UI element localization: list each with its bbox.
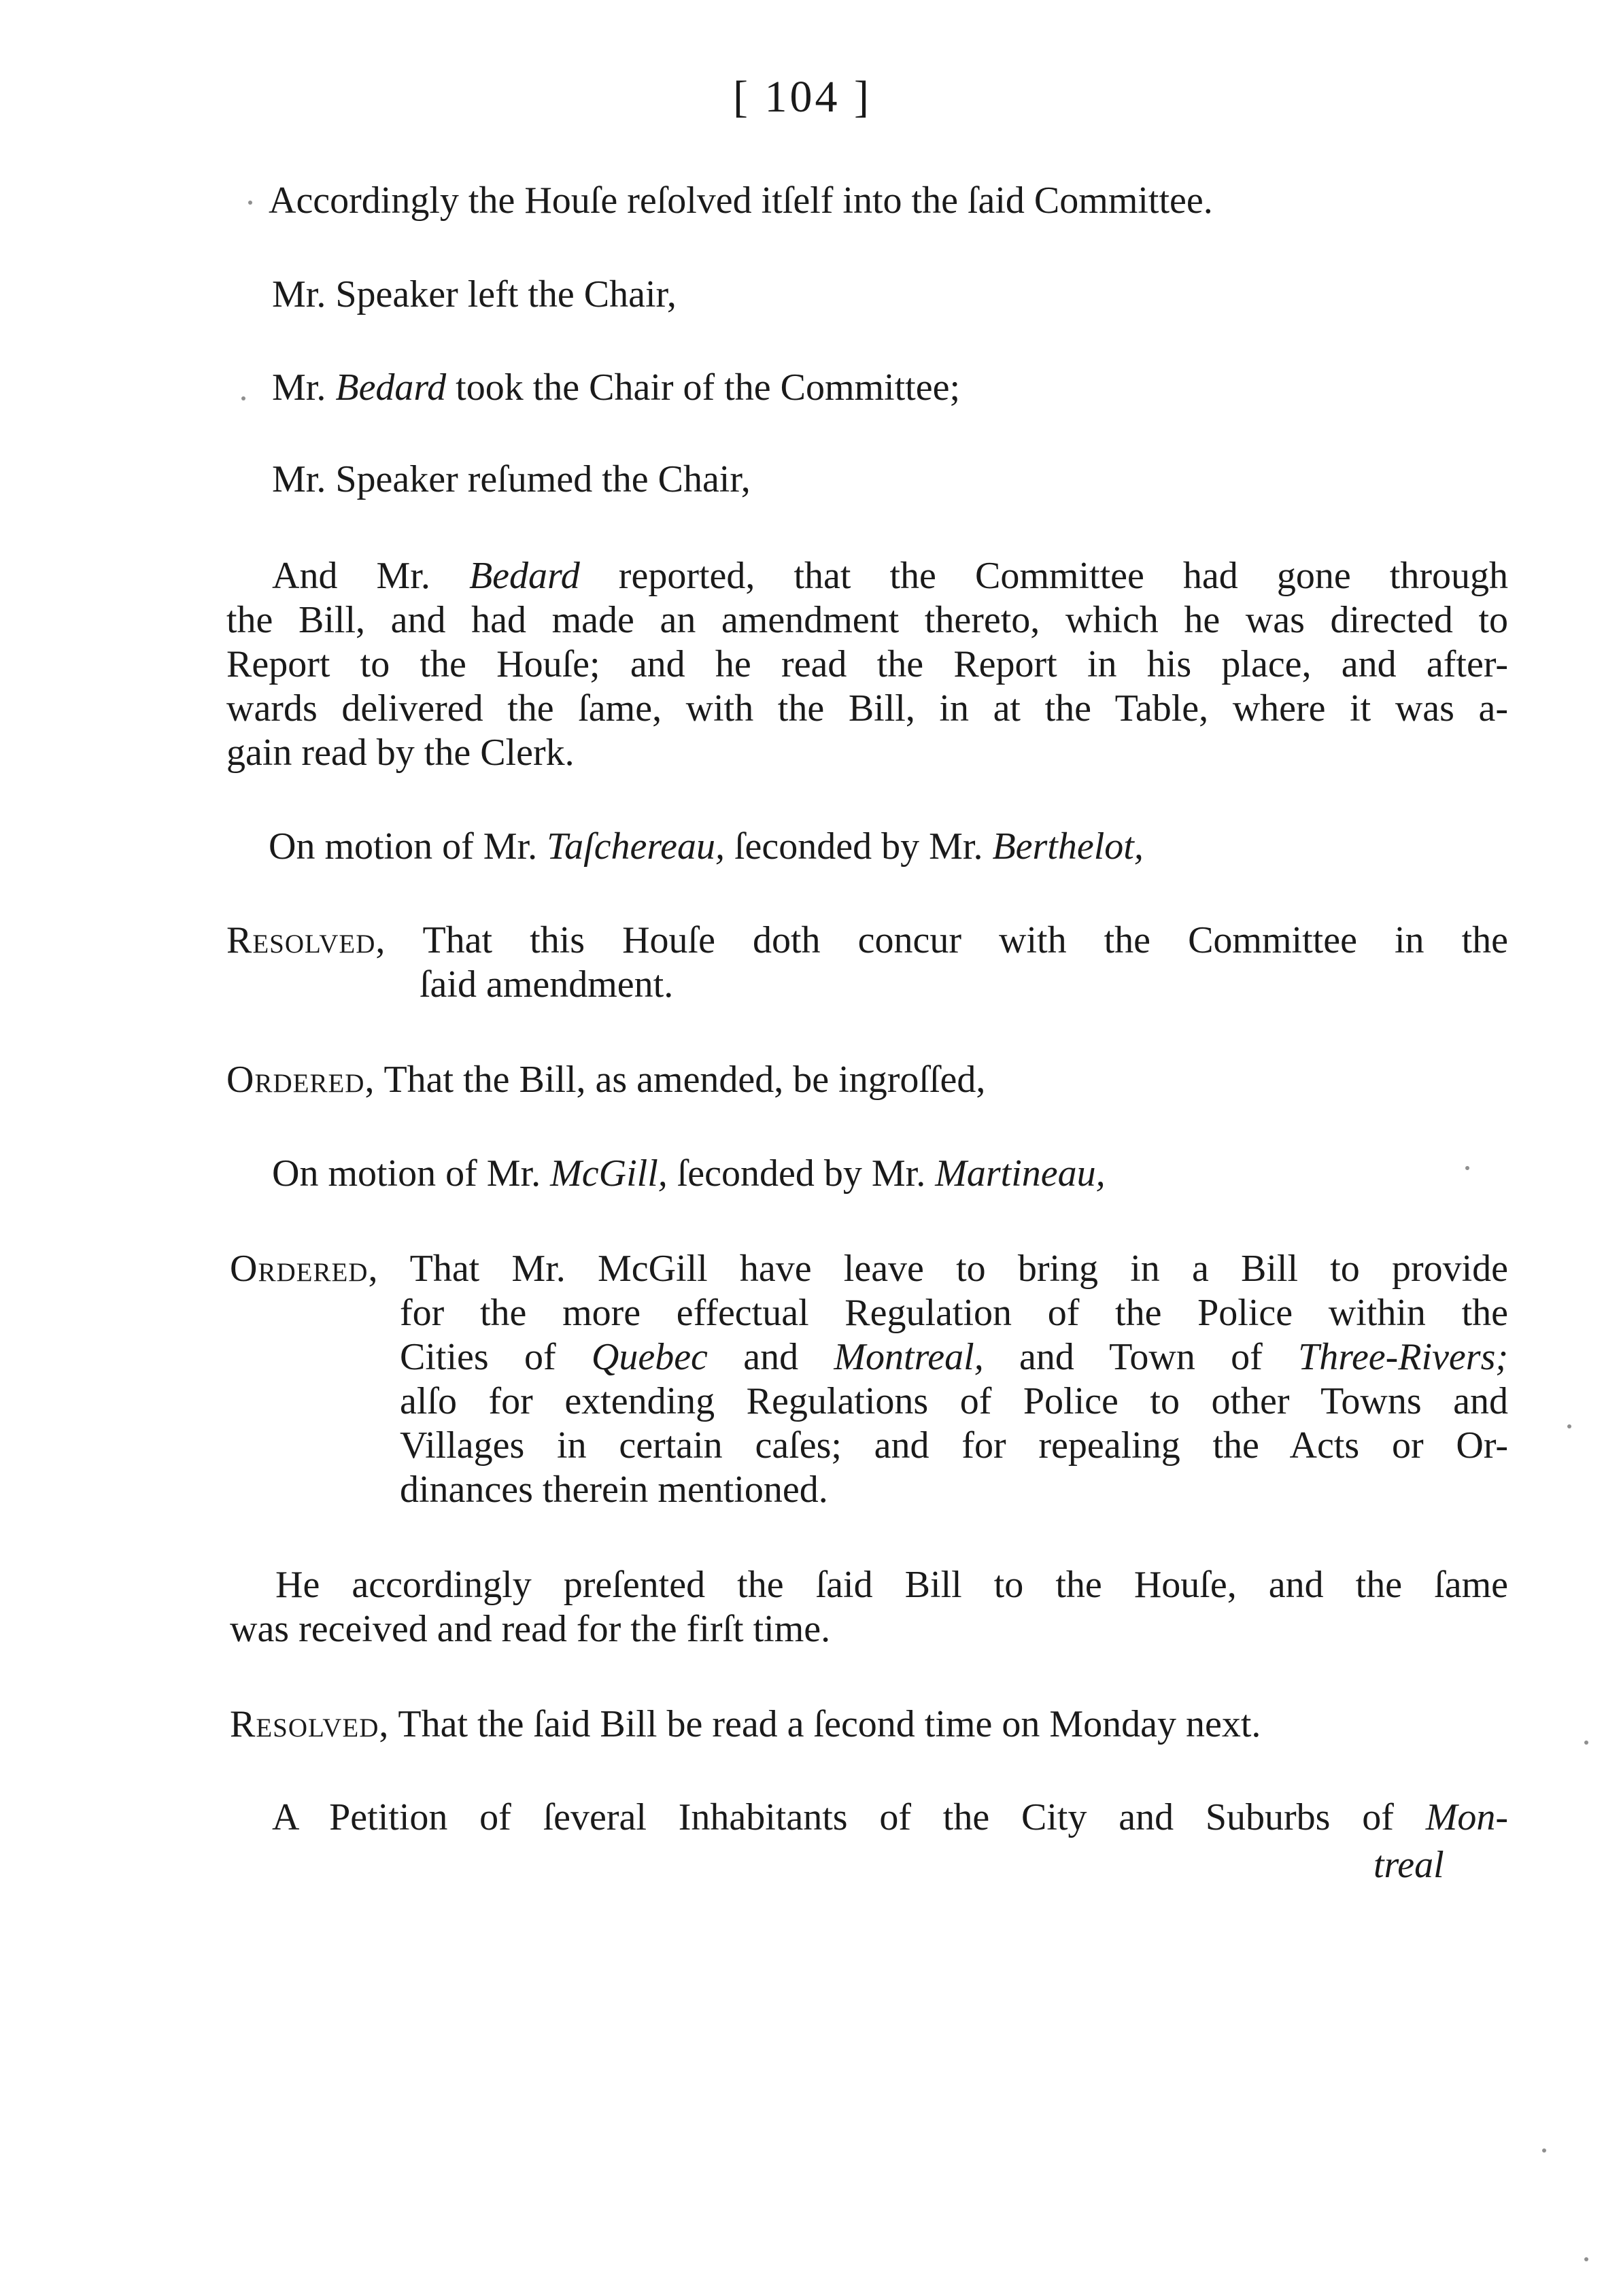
text-segment: took the Chair of the Committee; [446, 366, 961, 409]
person-name: Taſchereau, [547, 825, 725, 868]
scan-speck [1584, 1741, 1588, 1745]
person-name: Berthelot, [992, 825, 1144, 868]
person-name: Bedard [468, 555, 580, 597]
text-segment: Cities of [400, 1336, 592, 1378]
text-line [226, 918, 1508, 963]
scan-speck [1465, 1166, 1469, 1170]
paragraph-bedard-took-chair [272, 365, 960, 410]
place-name: Three-Rivers; [1298, 1336, 1509, 1378]
text-segment: A Petition of ſeveral Inhabitants of the City and Suburbs of [272, 1796, 1426, 1838]
scan-speck [241, 396, 245, 400]
text-line: gain read by the Clerk. [226, 732, 575, 774]
paragraph-speaker-resumed: Mr. Speaker reſumed the Chair, [272, 458, 751, 500]
text-segment: and Town of [983, 1336, 1299, 1378]
paragraph-motion-taschereau [269, 824, 1144, 869]
place-name: Montreal, [834, 1336, 984, 1378]
paragraph-petition [272, 1795, 1508, 1840]
order-label: Ordered, [230, 1248, 379, 1290]
paragraph-resolved-second-reading [230, 1702, 1261, 1747]
catchword: treal [1373, 1844, 1444, 1886]
text-line: wards delivered the ſame, with the Bill, in at the Table, where it was a- [226, 687, 1508, 730]
scan-speck [1567, 1424, 1571, 1428]
text-line [230, 1246, 1508, 1291]
paragraph-committee-resolved: Accordingly the Houſe reſolved itſelf into the ſaid Committee. [269, 179, 1213, 222]
text-line: alſo for extending Regulations of Police to other Towns and [400, 1380, 1508, 1422]
text-segment: ſeconded by Mr. [724, 825, 993, 868]
text-segment: On motion of Mr. [272, 1152, 551, 1195]
paragraph-speaker-left: Mr. Speaker left the Chair, [272, 273, 677, 315]
text-line: was received and read for the firſt time. [230, 1608, 831, 1650]
page-number: [ 104 ] [733, 72, 872, 122]
text-line: ſaid amendment. [420, 963, 674, 1006]
person-name: Bedard [335, 366, 447, 409]
text-line: dinances therein mentioned. [400, 1469, 828, 1511]
resolution-label: Resolved, [230, 1703, 390, 1745]
place-name: Mon- [1425, 1796, 1508, 1838]
text-segment: and [707, 1336, 834, 1378]
text-line: the Bill, and had made an amendment thereto, which he was directed to [226, 599, 1508, 641]
person-name: McGill, [550, 1152, 668, 1195]
resolution-label: Resolved, [226, 919, 386, 961]
text-line [272, 553, 1508, 598]
text-segment: Mr. [272, 366, 336, 409]
person-name: Martineau, [935, 1152, 1106, 1195]
text-line: Villages in certain caſes; and for repealing the Acts or Or- [400, 1424, 1508, 1467]
text-line: He accordingly preſented the ſaid Bill to the Houſe, and the ſame [275, 1564, 1508, 1606]
scan-speck [1542, 2148, 1546, 2153]
text-line: for the more effectual Regulation of the Police within the [400, 1292, 1508, 1334]
text-segment: ſeconded by Mr. [667, 1152, 936, 1195]
text-segment: That the ſaid Bill be read a ſecond time on Monday next. [389, 1703, 1261, 1745]
order-label: Ordered, [226, 1059, 375, 1101]
text-line [400, 1335, 1508, 1380]
text-segment: On motion of Mr. [269, 825, 547, 868]
text-segment: That the Bill, as amended, be ingroſſed, [375, 1059, 986, 1101]
scan-speck [248, 201, 252, 205]
text-segment: That Mr. McGill have leave to bring in a Bill to provide [378, 1248, 1508, 1290]
text-segment: That this Houſe doth concur with the Committee in the [386, 919, 1508, 961]
paragraph-ordered-ingrossed [226, 1057, 985, 1102]
place-name: Quebec [591, 1336, 708, 1378]
text-segment: reported, that the Committee had gone through [579, 555, 1508, 597]
text-line: Report to the Houſe; and he read the Report in his place, and after- [226, 643, 1508, 685]
paragraph-motion-mcgill [272, 1151, 1106, 1196]
scan-speck [1584, 2257, 1588, 2261]
text-segment: And Mr. [272, 555, 469, 597]
